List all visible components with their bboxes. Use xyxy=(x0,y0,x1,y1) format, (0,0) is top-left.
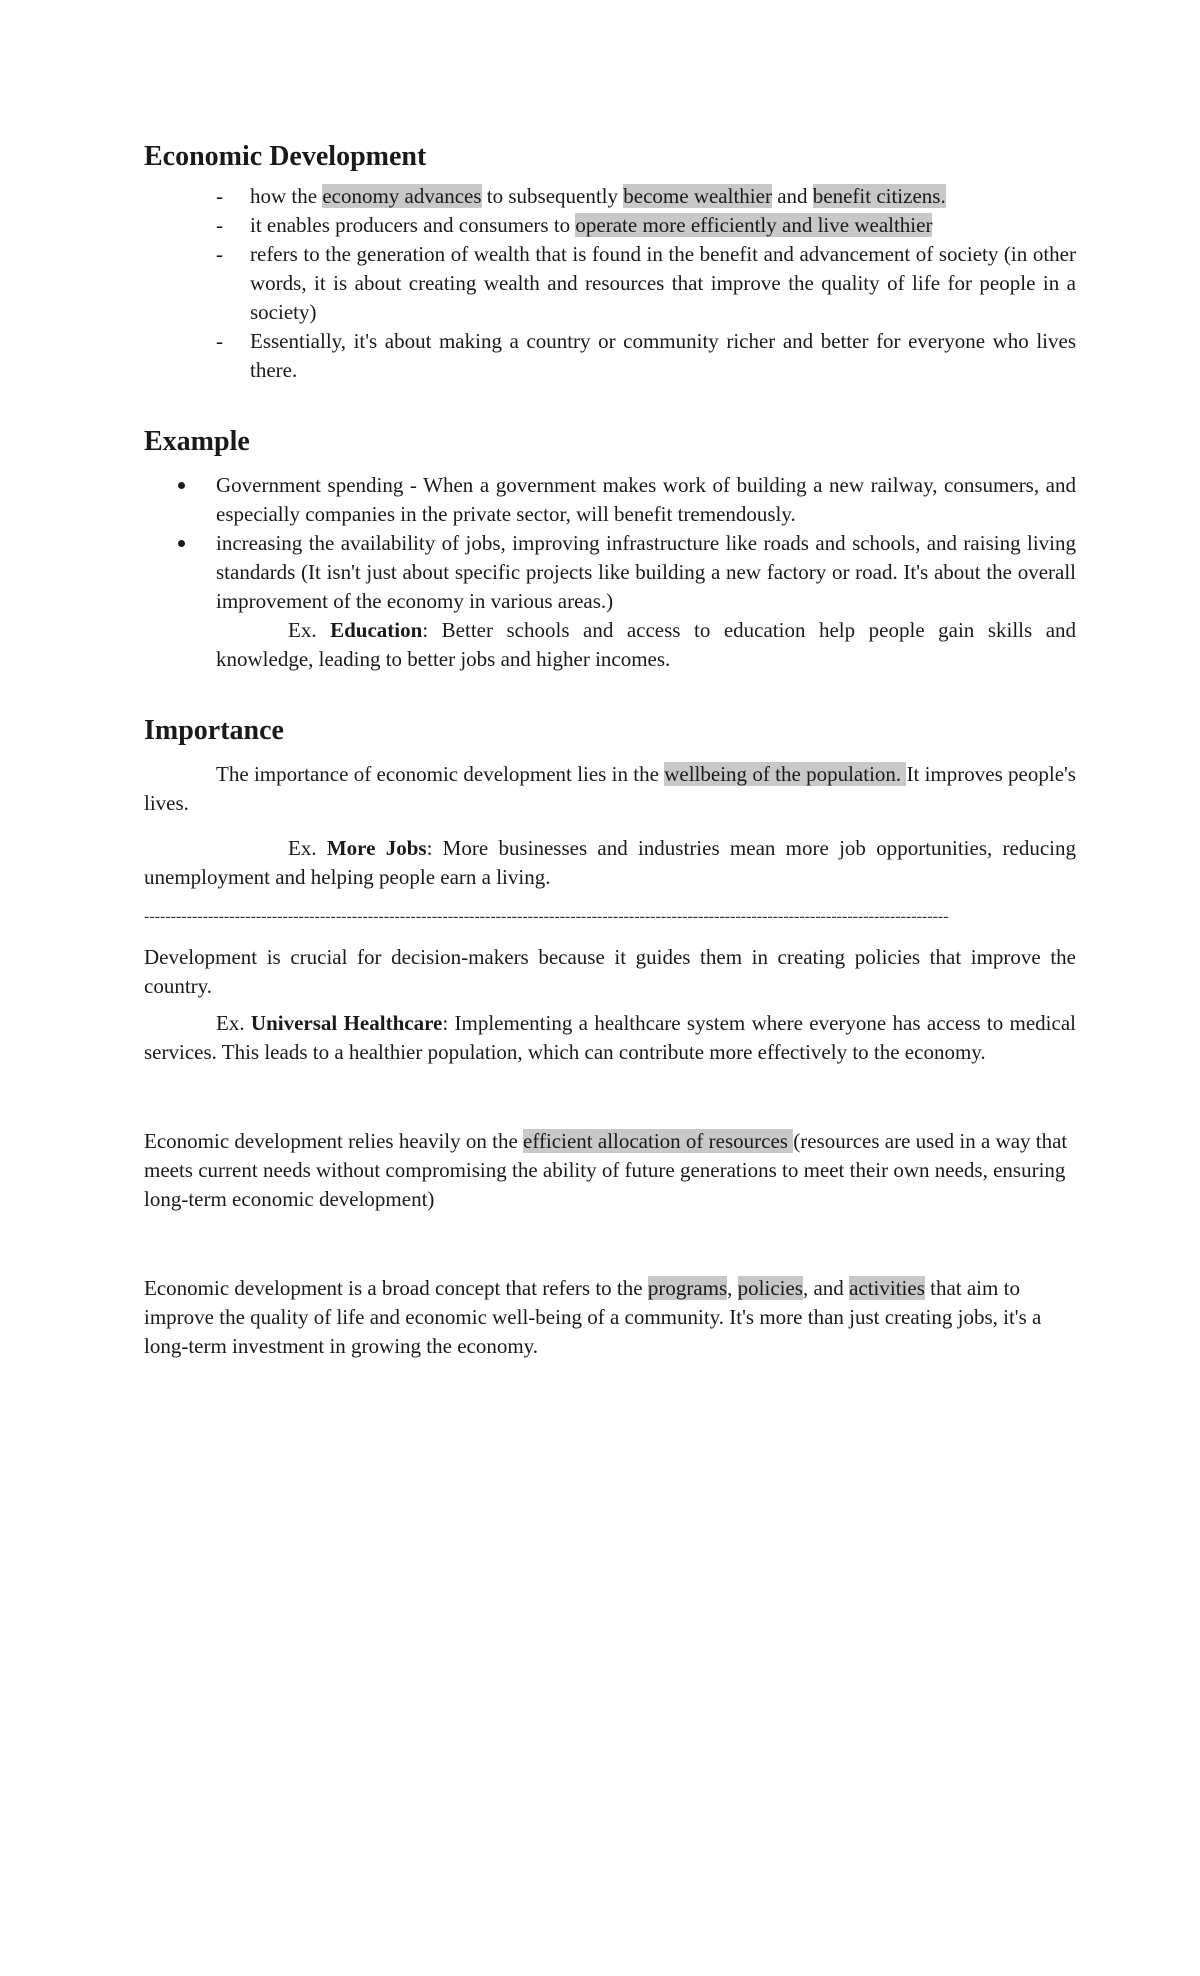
highlight: become wealthier xyxy=(623,184,772,208)
highlight: operate more efficiently and live wealthier xyxy=(575,213,933,237)
paragraph: Development is crucial for decision-makers because it guides them in creating policies that improve the country. xyxy=(144,945,1076,998)
paragraph: The importance of economic development lies in the wellbeing of the population. It improves people's lives. xyxy=(144,762,1076,815)
list-item: Government spending - When a government makes work of building a new railway, consumers, and especially companies in the private sector, will benefit tremendously. xyxy=(144,471,1076,529)
paragraph: Economic development is a broad concept that refers to the programs, policies, and activities that aim to improve the quality of life and economic well-being of a community. It's more than just creating jobs, it's a long-term investment in growing the economy. xyxy=(144,1276,1042,1358)
heading-example: Example xyxy=(144,426,250,457)
highlight: programs xyxy=(647,1276,728,1300)
paragraph: Economic development relies heavily on the efficient allocation of resources (resources are used in a way that meets current needs without compromising the ability of future generations to meet their own needs, ensuring long-term economic development) xyxy=(144,1129,1068,1211)
example-universal-healthcare: Ex. Universal Healthcare: Implementing a healthcare system where everyone has access to medical services. This leads to a healthier population, which can contribute more effectively to the economy. xyxy=(144,1011,1076,1064)
definition-list xyxy=(144,182,1076,385)
highlight: wellbeing of the population. xyxy=(664,762,907,786)
heading-importance: Importance xyxy=(144,715,284,746)
list-item: - Essentially, it's about making a country or community richer and better for everyone who lives there. xyxy=(216,329,1076,382)
list-item: increasing the availability of jobs, improving infrastructure like roads and schools, and raising living standards (It isn't just about specific projects like building a new factory or road. It's about the overall improvement of the economy in various areas.) Ex. Education: Better schools and access to education help people gain skills and knowledge, leading to better jobs and higher incomes. xyxy=(144,529,1076,674)
highlight: economy advances xyxy=(322,184,482,208)
bullet-icon xyxy=(178,540,185,547)
highlight: activities xyxy=(849,1276,925,1300)
heading-economic-development: Economic Development xyxy=(144,141,427,172)
list-item: - it enables producers and consumers to operate more efficiently and live wealthier xyxy=(216,213,933,237)
highlight: efficient allocation of resources xyxy=(523,1129,794,1153)
list-item: - refers to the generation of wealth that is found in the benefit and advancement of society (in other words, it is about creating wealth and resources that improve the quality of life for people in a society) xyxy=(216,242,1076,324)
highlight: policies xyxy=(737,1276,803,1300)
example-more-jobs: Ex. More Jobs: More businesses and industries mean more job opportunities, reducing unemployment and helping people earn a living. xyxy=(144,836,1077,889)
document-body xyxy=(144,140,1076,1361)
example-education: Ex. Education: Better schools and access to education help people gain skills and knowledge, leading to better jobs and higher incomes. xyxy=(216,618,1077,671)
list-item: - how the economy advances to subsequently become wealthier and benefit citizens. xyxy=(216,184,946,208)
divider: ------------------------------------------------------------------------------------------------------------------------------------------------------- xyxy=(144,908,949,925)
bullet-icon xyxy=(178,482,185,489)
highlight: benefit citizens. xyxy=(812,184,946,208)
example-list xyxy=(144,471,1076,674)
